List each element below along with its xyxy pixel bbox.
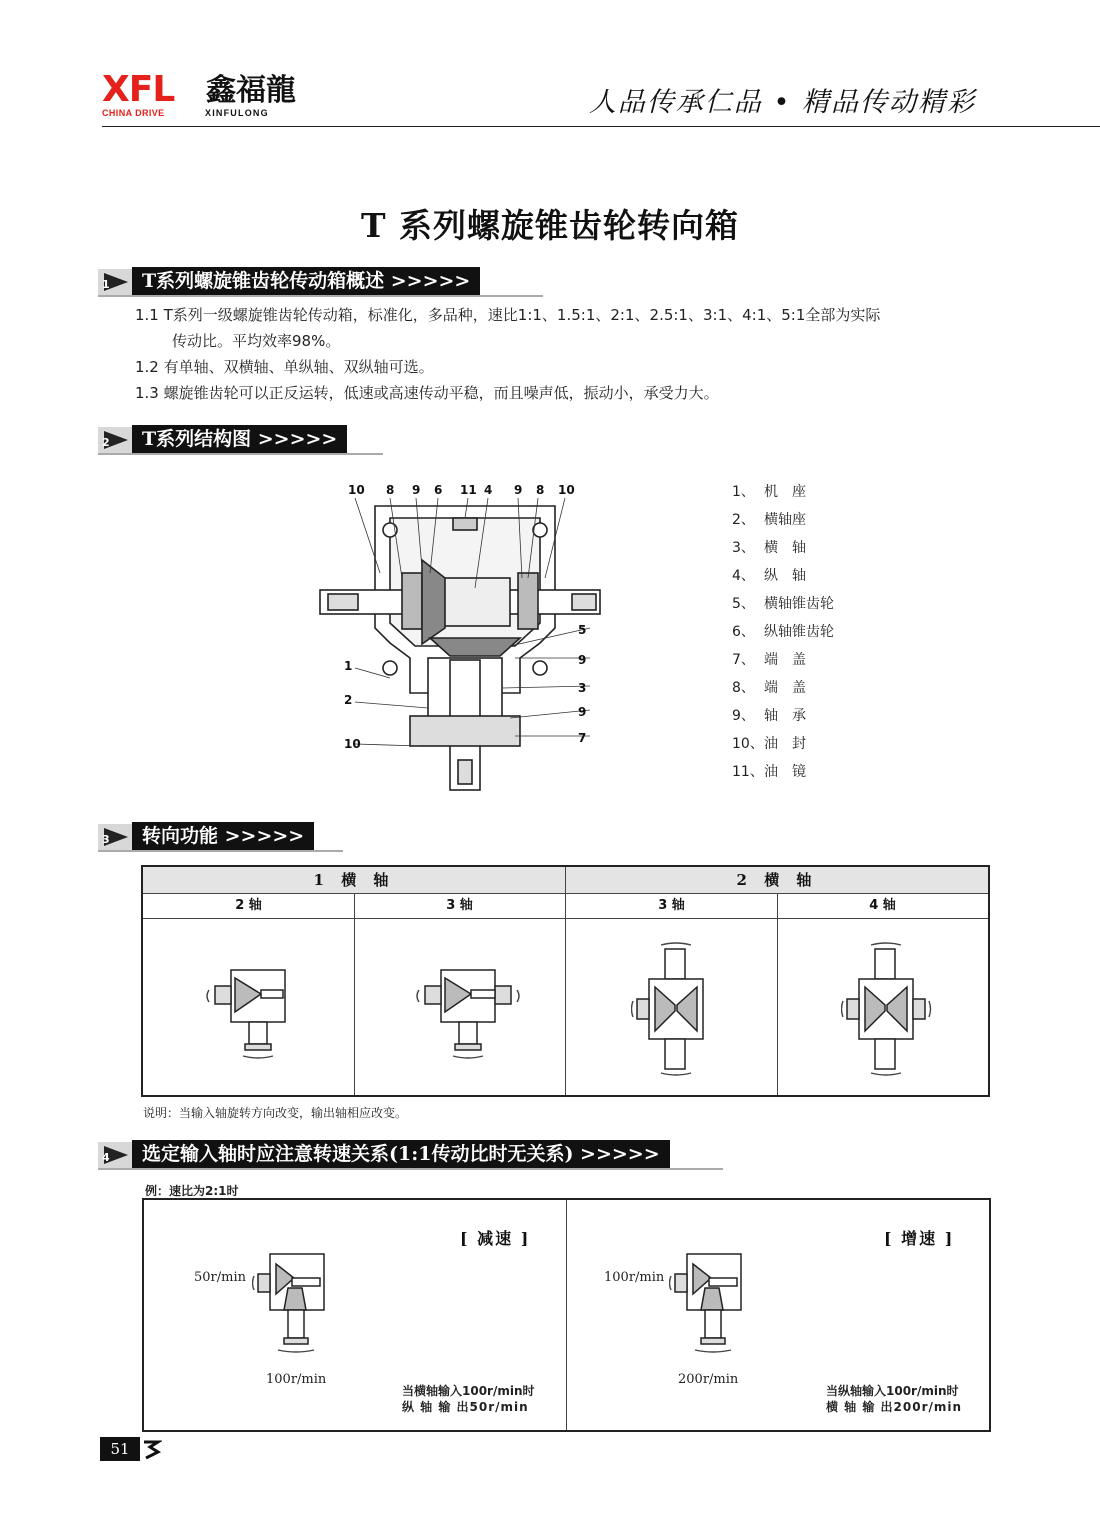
section-arrow-icon <box>98 822 132 852</box>
gearbox-2h-3-axis-icon <box>631 939 721 1079</box>
end-cap-bottom <box>410 716 520 746</box>
logo-subtitle-black: XINFULONG <box>205 108 269 118</box>
legend-item: 4、 纵 轴 <box>732 568 806 584</box>
overview-p3: 1.3 螺旋锥齿轮可以正反运转，低速或高速传动平稳，而且噪声低，振动小，承受力大。 <box>135 384 719 402</box>
label-top: 4 <box>484 483 493 497</box>
legend-item: 10、油 封 <box>732 736 806 752</box>
section-title: 转向功能 >>>>> <box>132 822 314 850</box>
logo-mark: XFL <box>102 69 175 110</box>
section-underline <box>98 1168 723 1170</box>
label-top: 8 <box>386 483 395 497</box>
overview-p2: 1.2 有单轴、双横轴、单纵轴、双纵轴可选。 <box>135 358 434 376</box>
legend-item: 9、 轴 承 <box>732 708 806 724</box>
table-note: 说明：当输入轴旋转方向改变，输出轴相应改变。 <box>143 1106 408 1120</box>
parts-legend <box>732 478 834 786</box>
section-header-1 <box>98 267 578 297</box>
speed-example-label: 例：速比为2:1时 <box>145 1184 239 1198</box>
label-top: 10 <box>558 483 575 497</box>
overview-p1b: 传动比。平均效率98%。 <box>172 332 341 350</box>
bearing-left <box>402 573 422 629</box>
label-right: 3 <box>578 681 587 695</box>
deceleration-tag: [ 减速 ] <box>460 1229 531 1248</box>
legend-item: 3、 横 轴 <box>732 540 806 556</box>
page-title: T 系列螺旋锥齿轮转向箱 <box>360 206 740 245</box>
speed-note-line2: 横 轴 输 出200r/min <box>826 1400 963 1414</box>
speed-note-line1: 当横轴输入100r/min时 <box>402 1384 535 1398</box>
section-underline <box>98 453 383 455</box>
section-header-3 <box>98 822 398 852</box>
acceleration-tag: [ 增速 ] <box>884 1229 955 1248</box>
input-speed: 50r/min <box>194 1270 246 1285</box>
label-top: 6 <box>434 483 443 497</box>
label-right: 7 <box>578 731 587 745</box>
output-speed: 200r/min <box>678 1372 739 1387</box>
column-header: 4 轴 <box>777 894 988 919</box>
section-number: 4 <box>102 1151 110 1164</box>
group-header: 2 横 轴 <box>566 867 988 894</box>
output-speed: 100r/min <box>266 1372 327 1387</box>
section-underline <box>98 295 543 297</box>
column-header: 2 轴 <box>143 894 354 919</box>
section-number: 2 <box>102 436 110 449</box>
label-left: 2 <box>344 693 353 707</box>
column-header: 3 轴 <box>566 894 777 919</box>
section-underline <box>98 850 343 852</box>
label-right: 9 <box>578 705 587 719</box>
input-speed: 100r/min <box>604 1270 665 1285</box>
divider <box>777 894 778 1095</box>
legend-item: 7、 端 盖 <box>732 652 806 668</box>
page-number: 51 <box>100 1437 140 1461</box>
logo-subtitle-red: CHINA DRIVE <box>102 108 165 118</box>
section-number: 1 <box>102 278 110 291</box>
speed-note-line2: 纵 轴 输 出50r/min <box>402 1400 529 1414</box>
overview-p1a: 1.1 T系列一级螺旋锥齿轮传动箱，标准化，多品种，速比1:1、1.5:1、2:1、2.5:1、3:1、4:1、5:1全部为实际 <box>135 306 881 324</box>
gearbox-3-axis-icon <box>413 962 523 1062</box>
label-top: 9 <box>514 483 523 497</box>
header-divider <box>102 126 1100 127</box>
section-header-2 <box>98 425 418 455</box>
label-top: 11 <box>460 483 477 497</box>
legend-item: 11、油 镜 <box>732 764 806 780</box>
section-title: T系列结构图 >>>>> <box>132 425 347 453</box>
label-right: 5 <box>578 623 587 637</box>
deceleration-gearbox-icon <box>252 1248 332 1358</box>
divider <box>565 867 566 1095</box>
bearing-right <box>518 573 538 629</box>
section-title: 选定输入轴时应注意转速关系(1:1传动比时无关系) >>>>> <box>132 1140 670 1168</box>
column-header: 3 轴 <box>354 894 565 919</box>
central-hub <box>440 578 510 626</box>
legend-item: 5、 横轴锥齿轮 <box>732 596 834 612</box>
header-slogan: 人品传承仁品 • 精品传动精彩 <box>588 87 976 118</box>
section-number: 3 <box>102 833 110 846</box>
logo-chinese: 鑫福龍 <box>206 73 296 108</box>
label-left: 10 <box>344 737 361 751</box>
gearbox-2-axis-icon <box>203 962 303 1062</box>
oil-sight <box>453 518 477 530</box>
legend-item: 1、 机 座 <box>732 484 806 500</box>
label-top: 9 <box>412 483 421 497</box>
speed-relation-table <box>142 1198 991 1432</box>
structure-diagram <box>310 478 610 798</box>
section-arrow-icon <box>98 1140 132 1170</box>
divider <box>354 894 355 1095</box>
label-top: 8 <box>536 483 545 497</box>
page-mark-icon <box>142 1439 162 1461</box>
gearbox-4-axis-icon <box>841 939 936 1079</box>
steering-function-table <box>141 865 990 1097</box>
brand-logo <box>102 69 302 122</box>
section-arrow-icon <box>98 267 132 297</box>
speed-note-line1: 当纵轴输入100r/min时 <box>826 1384 959 1398</box>
label-right: 9 <box>578 653 587 667</box>
divider <box>566 1200 567 1430</box>
acceleration-gearbox-icon <box>669 1248 749 1358</box>
section-header-4 <box>98 1140 738 1170</box>
legend-item: 8、 端 盖 <box>732 680 806 696</box>
legend-item: 2、 横轴座 <box>732 512 806 528</box>
section-arrow-icon <box>98 425 132 455</box>
section-title: T系列螺旋锥齿轮传动箱概述 >>>>> <box>132 267 480 295</box>
group-header: 1 横 轴 <box>143 867 565 894</box>
legend-item: 6、 纵轴锥齿轮 <box>732 624 834 640</box>
label-left: 1 <box>344 659 353 673</box>
label-top: 10 <box>348 483 365 497</box>
